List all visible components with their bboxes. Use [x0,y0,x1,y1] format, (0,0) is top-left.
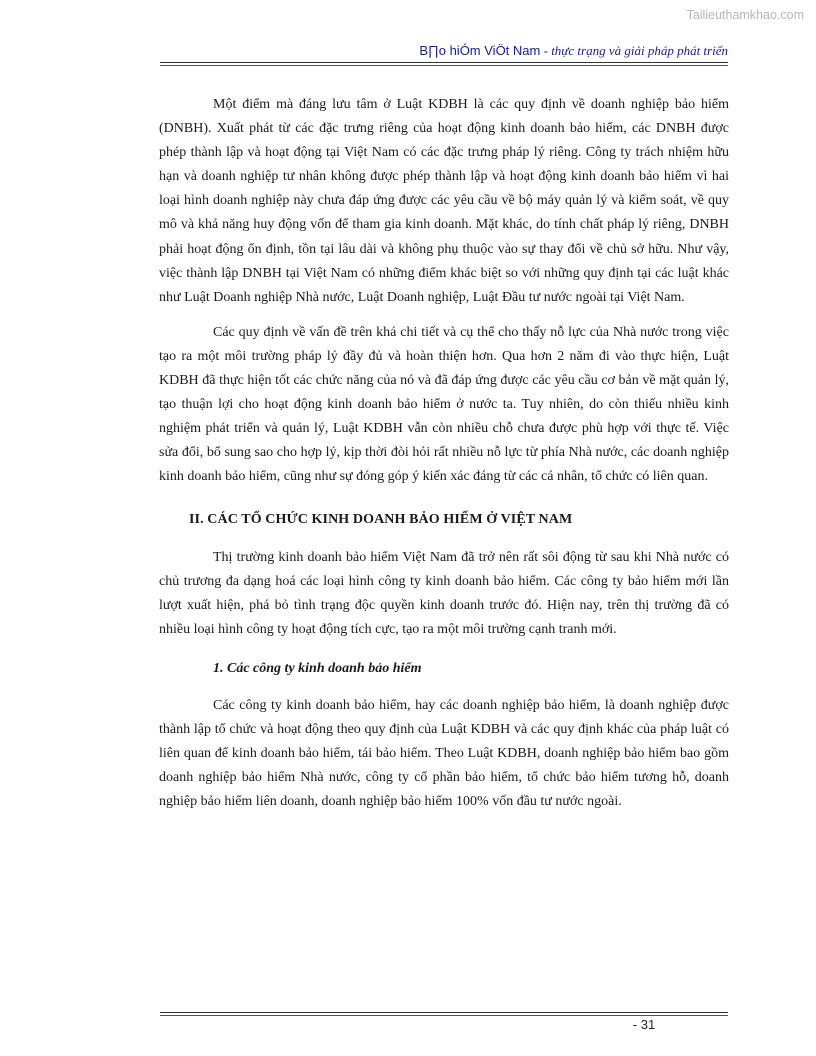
footer-rule-thin [160,1015,728,1016]
header-subtitle: - thực trạng và giải pháp phát triển [540,43,728,58]
page-body [159,93,729,826]
header-rule [160,62,728,63]
running-header [160,43,728,59]
section-heading: II. CÁC TỔ CHỨC KINH DOANH BẢO HIỂM Ở VIỆT NAM [189,511,573,527]
paragraph: Các quy định về vấn đề trên khá chi tiết và cụ thể cho thấy nỗ lực của Nhà nước trong việc tạo ra một môi trường pháp lý đầy đủ và hoàn thiện hơn. Qua hơn 2 năm đi vào thực hiện, Luật KDBH đã thực hiện tốt các chức năng của nó và đã đáp ứng được các yêu cầu cơ bản về mặt quản lý, tạo thuận lợi cho hoạt động kinh doanh bảo hiểm ở nước ta. Tuy nhiên, do còn thiếu nhiều kinh nghiệm phát triển và quản lý, Luật KDBH vẫn còn nhiều chỗ chưa được phù hợp với thực tế. Việc sửa đổi, bổ sung sao cho hợp lý, kịp thời đòi hỏi rất nhiều nỗ lực từ phía Nhà nước, các doanh nghiệp kinh doanh bảo hiểm, cũng như sự đóng góp ý kiến xác đáng từ các cá nhân, tổ chức có liên quan. [159,324,729,485]
header-title: B∏o hiÓm ViÖt Nam [419,43,541,58]
page-number: - 31 [632,1017,656,1032]
paragraph: Một điểm mà đáng lưu tâm ở Luật KDBH là các quy định về doanh nghiệp bảo hiểm (DNBH). Xuất phát từ các đặc trưng riêng của hoạt động kinh doanh bảo hiểm, các DNBH được phép thành lập và hoạt động tại Việt Nam có các đặc trưng pháp lý riêng. Công ty trách nhiệm hữu hạn và doanh nghiệp tư nhân không được phép thành lập và hoạt động kinh doanh bảo hiểm vì hai loại hình doanh nghiệp này chưa đáp ứng được các yêu cầu về bộ máy quản lý và kiểm soát, về quy mô và khả năng huy động vốn để tham gia kinh doanh. Mặt khác, do tính chất pháp lý riêng, DNBH phải hoạt động ổn định, tồn tại lâu dài và không phụ thuộc vào sự thay đổi về chủ sở hữu. Như vậy, việc thành lập DNBH tại Việt Nam có những điểm khác biệt so với những quy định tại các luật khác như Luật Doanh nghiệp Nhà nước, Luật Doanh nghiệp, Luật Đầu tư nước ngoài tại Việt Nam. [159,97,729,305]
subsection-heading: 1. Các công ty kinh doanh bảo hiểm [213,660,422,676]
paragraph: Thị trường kinh doanh bảo hiểm Việt Nam đã trở nên rất sôi động từ sau khi Nhà nước có chủ trương đa dạng hoá các loại hình công ty kinh doanh bảo hiểm. Các công ty bảo hiểm mới lần lượt xuất hiện, phá bỏ tình trạng độc quyền kinh doanh trước đó. Hiện nay, trên thị trường đã có nhiều loại hình công ty hoạt động tích cực, tạo ra một môi trường cạnh tranh mới. [159,549,729,637]
footer-rule [160,1012,728,1013]
paragraph: Các công ty kinh doanh bảo hiểm, hay các doanh nghiệp bảo hiểm, là doanh nghiệp được thành lập tổ chức và hoạt động theo quy định của Luật KDBH và các quy định khác của pháp luật có liên quan để kinh doanh bảo hiểm, tái bảo hiểm. Theo Luật KDBH, doanh nghiệp bảo hiểm bao gồm doanh nghiệp bảo hiểm Nhà nước, công ty cổ phần bảo hiểm, tổ chức bảo hiểm tương hỗ, doanh nghiệp bảo hiểm liên doanh, doanh nghiệp bảo hiểm 100% vốn đầu tư nước ngoài. [159,698,729,810]
watermark-text: Tailieuthamkhao.com [686,8,804,22]
header-rule-thin [160,65,728,66]
